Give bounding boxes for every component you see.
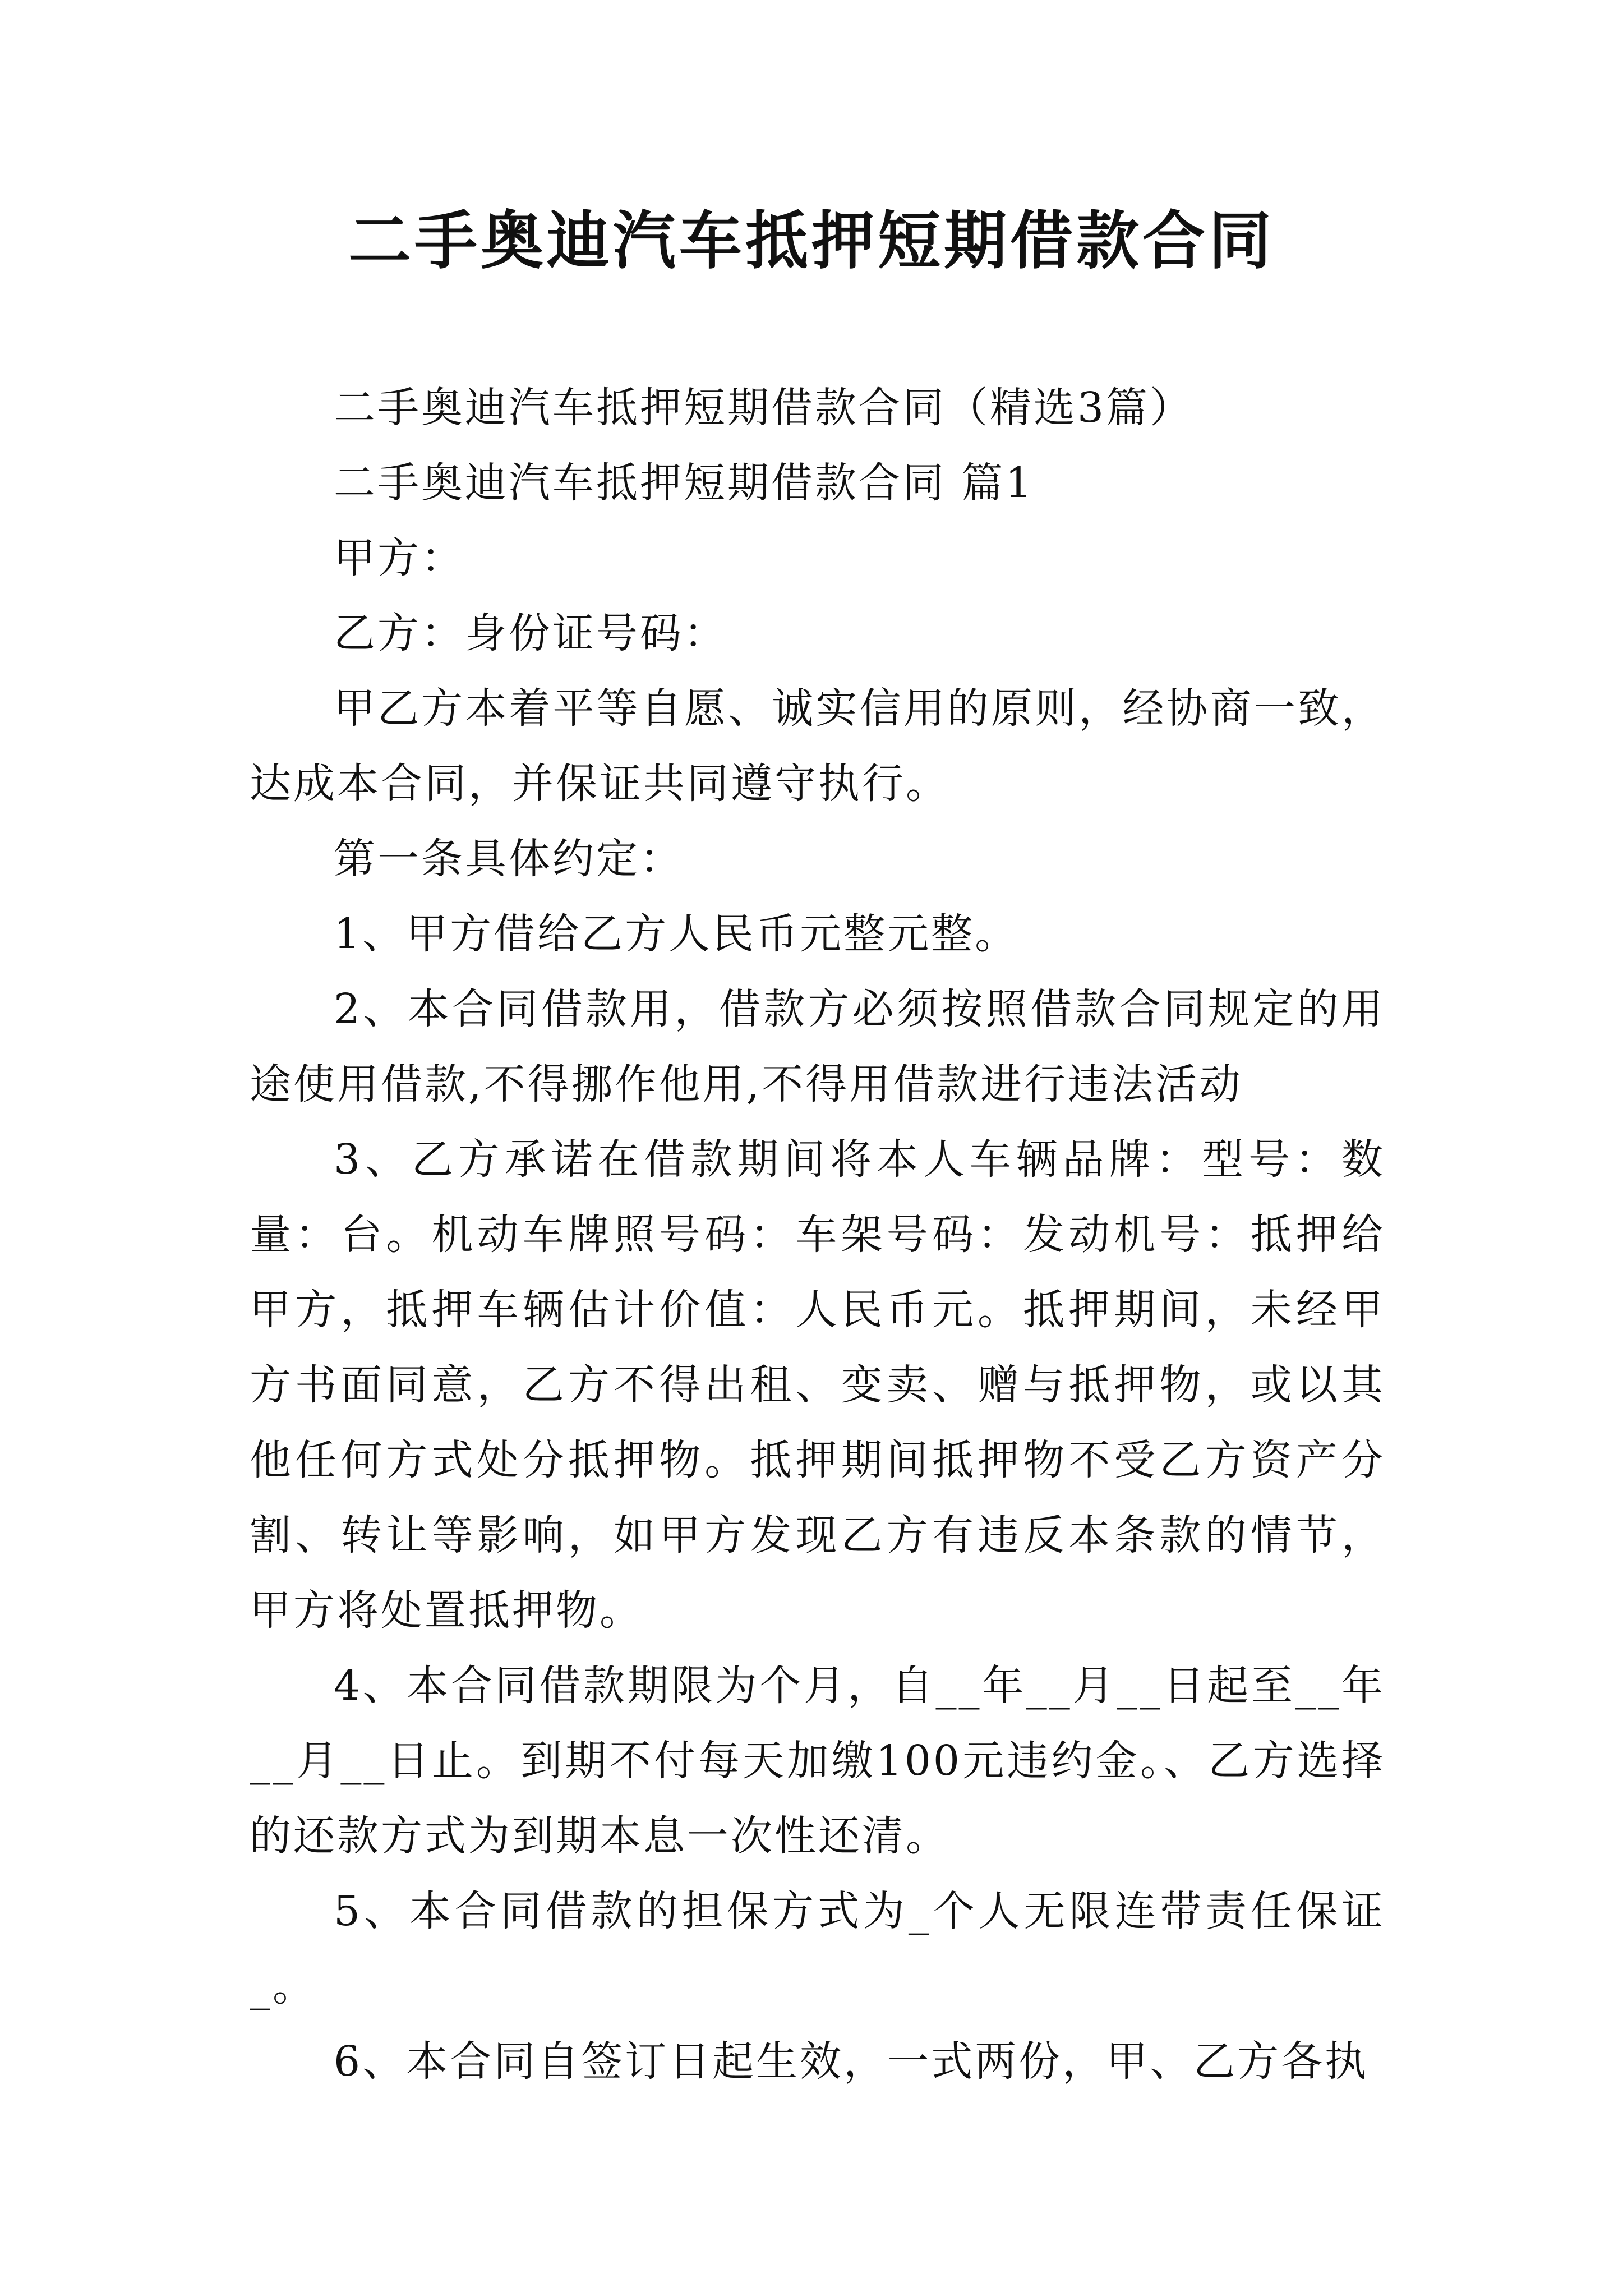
paragraph-clause-6: 6、本合同自签订日起生效，一式两份，甲、乙方各执 xyxy=(334,2037,1369,2086)
paragraph-preamble: 甲乙方本着平等自愿、诚实信用的原则，经协商一致，达成本合同，并保证共同遵守执行。 xyxy=(250,684,1385,808)
paragraph-party-b: 乙方：身份证号码： xyxy=(334,609,727,657)
paragraph-collection-title: 二手奥迪汽车抵押短期借款合同（精选3篇） xyxy=(334,384,1194,432)
paragraph-clause-5: 5、本合同借款的担保方式为_个人无限连带责任保证_。 xyxy=(250,1887,1385,2010)
paragraph-article-heading: 二手奥迪汽车抵押短期借款合同 篇1 xyxy=(334,459,1034,507)
document-title: 二手奥迪汽车抵押短期借款合同 xyxy=(348,205,1275,278)
paragraph-clause-2: 2、本合同借款用，借款方必须按照借款合同规定的用途使用借款,不得挪作他用,不得用借款进行违法活动 xyxy=(250,985,1385,1108)
document-body xyxy=(250,370,1385,2099)
paragraph-article-one: 第一条具体约定： xyxy=(334,835,684,883)
paragraph-party-a: 甲方： xyxy=(334,534,465,582)
paragraph-clause-1: 1、甲方借给乙方人民币元整元整。 xyxy=(334,910,1019,958)
paragraph-clause-4: 4、本合同借款期限为个月，自__年__月__日起至__年__月__日止。到期不付每天加缴100元违约金。、乙方选择的还款方式为到期本息一次性还清。 xyxy=(250,1662,1385,1860)
paragraph-clause-3: 3、乙方承诺在借款期间将本人车辆品牌：型号：数量：台。机动车牌照号码：车架号码：发动机号：抵押给甲方，抵押车辆估计价值：人民币元。抵押期间，未经甲方书面同意，乙方不得出租、变卖、赠与抵押物，或以其他任何方式处分抵押物。抵押期间抵押物不受乙方资产分割、转让等影响，如甲方发现乙方有违反本条款的情节，甲方将处置抵押物。 xyxy=(250,1135,1385,1635)
